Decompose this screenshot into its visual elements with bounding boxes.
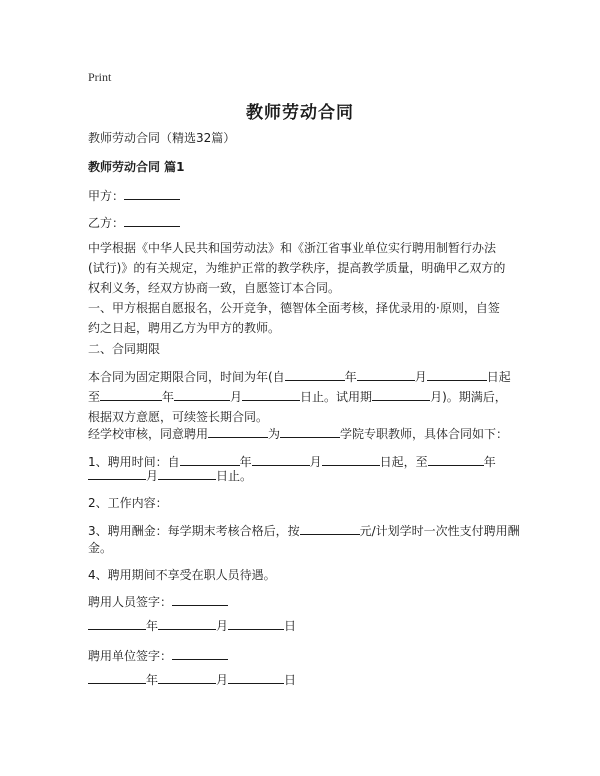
- day-end-label: 日止。: [216, 469, 253, 483]
- unit-signature-blank: [172, 646, 228, 660]
- blank: [88, 670, 146, 684]
- month-label: 月: [216, 673, 229, 687]
- blank: [208, 424, 268, 438]
- unit-signature-line: [88, 646, 510, 667]
- day-start-label: 日起，至: [379, 455, 428, 469]
- blank: [228, 616, 284, 630]
- term-line-3: 根据双方意愿，可续签长期合同。: [88, 410, 269, 424]
- employee-signature-label: 聘用人员签字：: [88, 595, 173, 609]
- item-1-label: 1、聘用时间：自: [88, 455, 180, 469]
- blank: [158, 670, 216, 684]
- blank: [242, 387, 300, 401]
- blank: [100, 387, 162, 401]
- item-2: 2、工作内容：: [88, 496, 168, 510]
- day-label: 日: [284, 619, 297, 633]
- blank: [174, 387, 230, 401]
- party-a-line: [88, 186, 510, 207]
- year-label: 年: [146, 673, 159, 687]
- approval-text: 为: [268, 427, 281, 441]
- party-b-line: [88, 213, 510, 234]
- year-label: 年: [162, 390, 175, 404]
- year-label: 年: [146, 619, 159, 633]
- blank: [357, 367, 415, 381]
- item-4: 4、聘用期间不享受在职人员待遇。: [88, 568, 276, 582]
- blank: [428, 452, 484, 466]
- item-1-line-2: [88, 466, 510, 487]
- blank: [88, 466, 146, 480]
- month-label: 月: [309, 455, 322, 469]
- employee-signature-blank: [172, 592, 228, 606]
- party-a-blank: [124, 186, 180, 200]
- approval-text: 经学校审核，同意聘用: [88, 427, 209, 441]
- blank: [300, 521, 360, 535]
- unit-date-line: [88, 670, 510, 691]
- blank: [322, 452, 380, 466]
- employee-date-line: [88, 616, 510, 637]
- approval-text: 学院专职教师，具体合同如下：: [340, 427, 509, 441]
- year-label: 年: [344, 370, 357, 384]
- blank: [158, 616, 216, 630]
- blank: [88, 616, 146, 630]
- month-end-label: 月)。期满后，: [430, 390, 507, 404]
- blank: [280, 424, 340, 438]
- term-line-2: [88, 387, 510, 408]
- blank: [252, 452, 310, 466]
- month-label: 月: [146, 469, 159, 483]
- item-3-text: 3、聘用酬金：每学期末考核合格后，按: [88, 524, 300, 538]
- blank: [228, 670, 284, 684]
- clause-1: 一、甲方根据自愿报名，公开竞争，德智体全面考核，择优录用的·原则，自签约之日起，聘用乙方为甲方的教师。: [88, 301, 500, 335]
- item-3-line-2: 金。: [88, 541, 113, 555]
- month-label: 月: [414, 370, 427, 384]
- print-label: Print: [88, 70, 112, 84]
- day-end-label: 日止。试用期: [300, 390, 373, 404]
- party-a-label: 甲方：: [88, 189, 125, 203]
- term-line-1: [88, 367, 510, 388]
- month-label: 月: [216, 619, 229, 633]
- day-label: 日: [284, 673, 297, 687]
- to-label: 至: [88, 390, 101, 404]
- intro-paragraph: 中学根据《中华人民共和国劳动法》和《浙江省事业单位实行聘用制暂行办法(试行)》的有关规定，为维护正常的教学秩序，提高教学质量，明确甲乙双方的权利义务，经双方协商一致，自愿签订本合同。: [88, 241, 506, 295]
- party-b-label: 乙方：: [88, 216, 125, 230]
- blank: [372, 387, 430, 401]
- term-text: 本合同为固定期限合同，时间为年(自: [88, 370, 285, 384]
- section-heading: 教师劳动合同 篇1: [88, 160, 185, 174]
- year-label: 年: [239, 455, 252, 469]
- unit-signature-label: 聘用单位签字：: [88, 649, 173, 663]
- item-3-text: 元/计划学时一次性支付聘用酬: [359, 524, 520, 538]
- blank: [427, 367, 487, 381]
- blank: [158, 466, 216, 480]
- month-label: 月: [230, 390, 243, 404]
- page-title: 教师劳动合同: [246, 103, 354, 123]
- clause-2-heading: 二、合同期限: [88, 342, 161, 356]
- approval-line: [88, 424, 510, 445]
- party-b-blank: [124, 213, 180, 227]
- year-label: 年: [483, 455, 496, 469]
- day-start-label: 日起: [486, 370, 511, 384]
- subtitle: 教师劳动合同（精选32篇）: [88, 131, 236, 145]
- employee-signature-line: [88, 592, 510, 613]
- blank: [285, 367, 345, 381]
- blank: [180, 452, 240, 466]
